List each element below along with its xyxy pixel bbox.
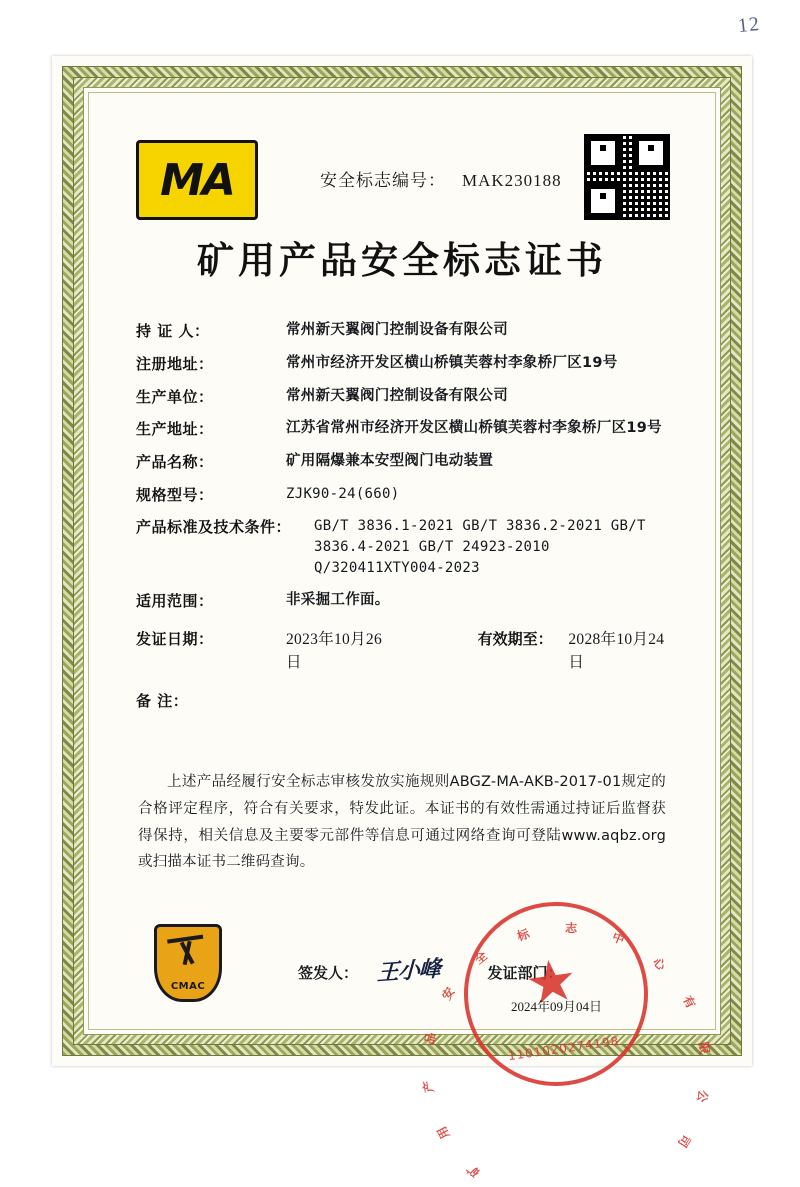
issue-date-label: 发证日期： [136,629,214,648]
field-value: 矿用隔爆兼本安型阀门电动装置 [286,453,494,469]
field-row [136,516,674,579]
remark-label: 备 注： [136,692,189,710]
certificate-header [130,130,674,222]
expiry-date-value: 2028年10月24日 [568,630,665,671]
certificate-fields [130,320,674,711]
field-label: 生产单位： [136,387,214,406]
stamp-date: 2024年09月04日 [510,999,602,1015]
qr-finder-top-left [586,136,620,170]
expiry-date-label: 有效期至： [477,629,553,648]
stamp-code: 1101020274198 [507,1033,621,1064]
field-row [136,590,674,612]
field-value: 常州新天翼阀门控制设备有限公司 [286,387,508,404]
certificate-content [130,130,712,1181]
field-row [136,418,674,440]
field-label: 持 证 人： [136,322,210,340]
cmac-shield-icon [154,924,216,996]
field-label: 产品名称： [136,453,214,471]
signature-handwriting: 王小峰 [376,955,441,986]
field-row [136,451,674,473]
cmac-label: CMAC [170,981,206,993]
field-value: GB/T 3836.1-2021 GB/T 3836.2-2021 GB/T 3836.4-2021 GB/T 24923-2010 Q/320411XTY004-2023 [314,517,646,576]
field-value: 常州市经济开发区横山桥镇芙蓉村李象桥厂区19号 [286,354,618,371]
remark-row [136,690,674,711]
certificate-footer [130,916,712,1181]
field-value: ZJK90-24(660) [286,485,400,502]
ma-logo-text: MA [160,154,234,206]
qr-finder-bottom-left [586,184,620,218]
certificate-paper [52,56,752,1181]
date-row [136,628,674,675]
border-frame-middle [73,77,731,1181]
stamp-ring-text: 矿 用 产 品 安 全 标 志 中 心 有 限 公 司 [420,921,712,1181]
field-label: 规格型号： [136,485,214,504]
field-label: 产品标准及技术条件： [136,517,292,536]
field-row [136,484,674,505]
border-frame-inner [83,87,721,1181]
official-red-stamp [420,890,712,1181]
page-number: 12 [736,12,762,38]
qr-finder-top-right [634,136,668,170]
ma-logo-icon [136,140,258,220]
field-value: 江苏省常州市经济开发区横山桥镇芙蓉村李象桥厂区19号 [286,420,662,437]
signer-label: 签发人： [298,964,359,983]
qr-code-icon [584,134,670,220]
field-value: 非采掘工作面。 [286,591,390,608]
certificate-statement: 上述产品经履行安全标志审核发放实施规则ABGZ-MA-AKB-2017-01规定的合格评定程序，符合有关要求，特发此证。本证书的有效性需通过持证后监督获得保持，相关信息及主要零元部件等信息可通过网络查询可登陆www.aqbz.org或扫描本证书二维码查询。 [138,774,666,871]
certificate-number-value: MAK230188 [462,171,562,190]
certificate-number [320,166,562,191]
issuing-department-label: 发证部门： [487,964,563,983]
field-value: 常州新天翼阀门控制设备有限公司 [286,322,508,338]
page-title: 矿用产品安全标志证书 [197,239,607,282]
field-row [136,353,674,375]
issue-date-value: 2023年10月26日 [286,630,383,671]
field-row [136,386,674,408]
field-label: 适用范围： [136,591,214,610]
field-label: 注册地址： [136,354,214,373]
border-frame-outer [62,66,742,1181]
field-label: 生产地址： [136,420,214,439]
certificate-number-label: 安全标志编号： [320,171,446,190]
field-row [136,320,674,342]
